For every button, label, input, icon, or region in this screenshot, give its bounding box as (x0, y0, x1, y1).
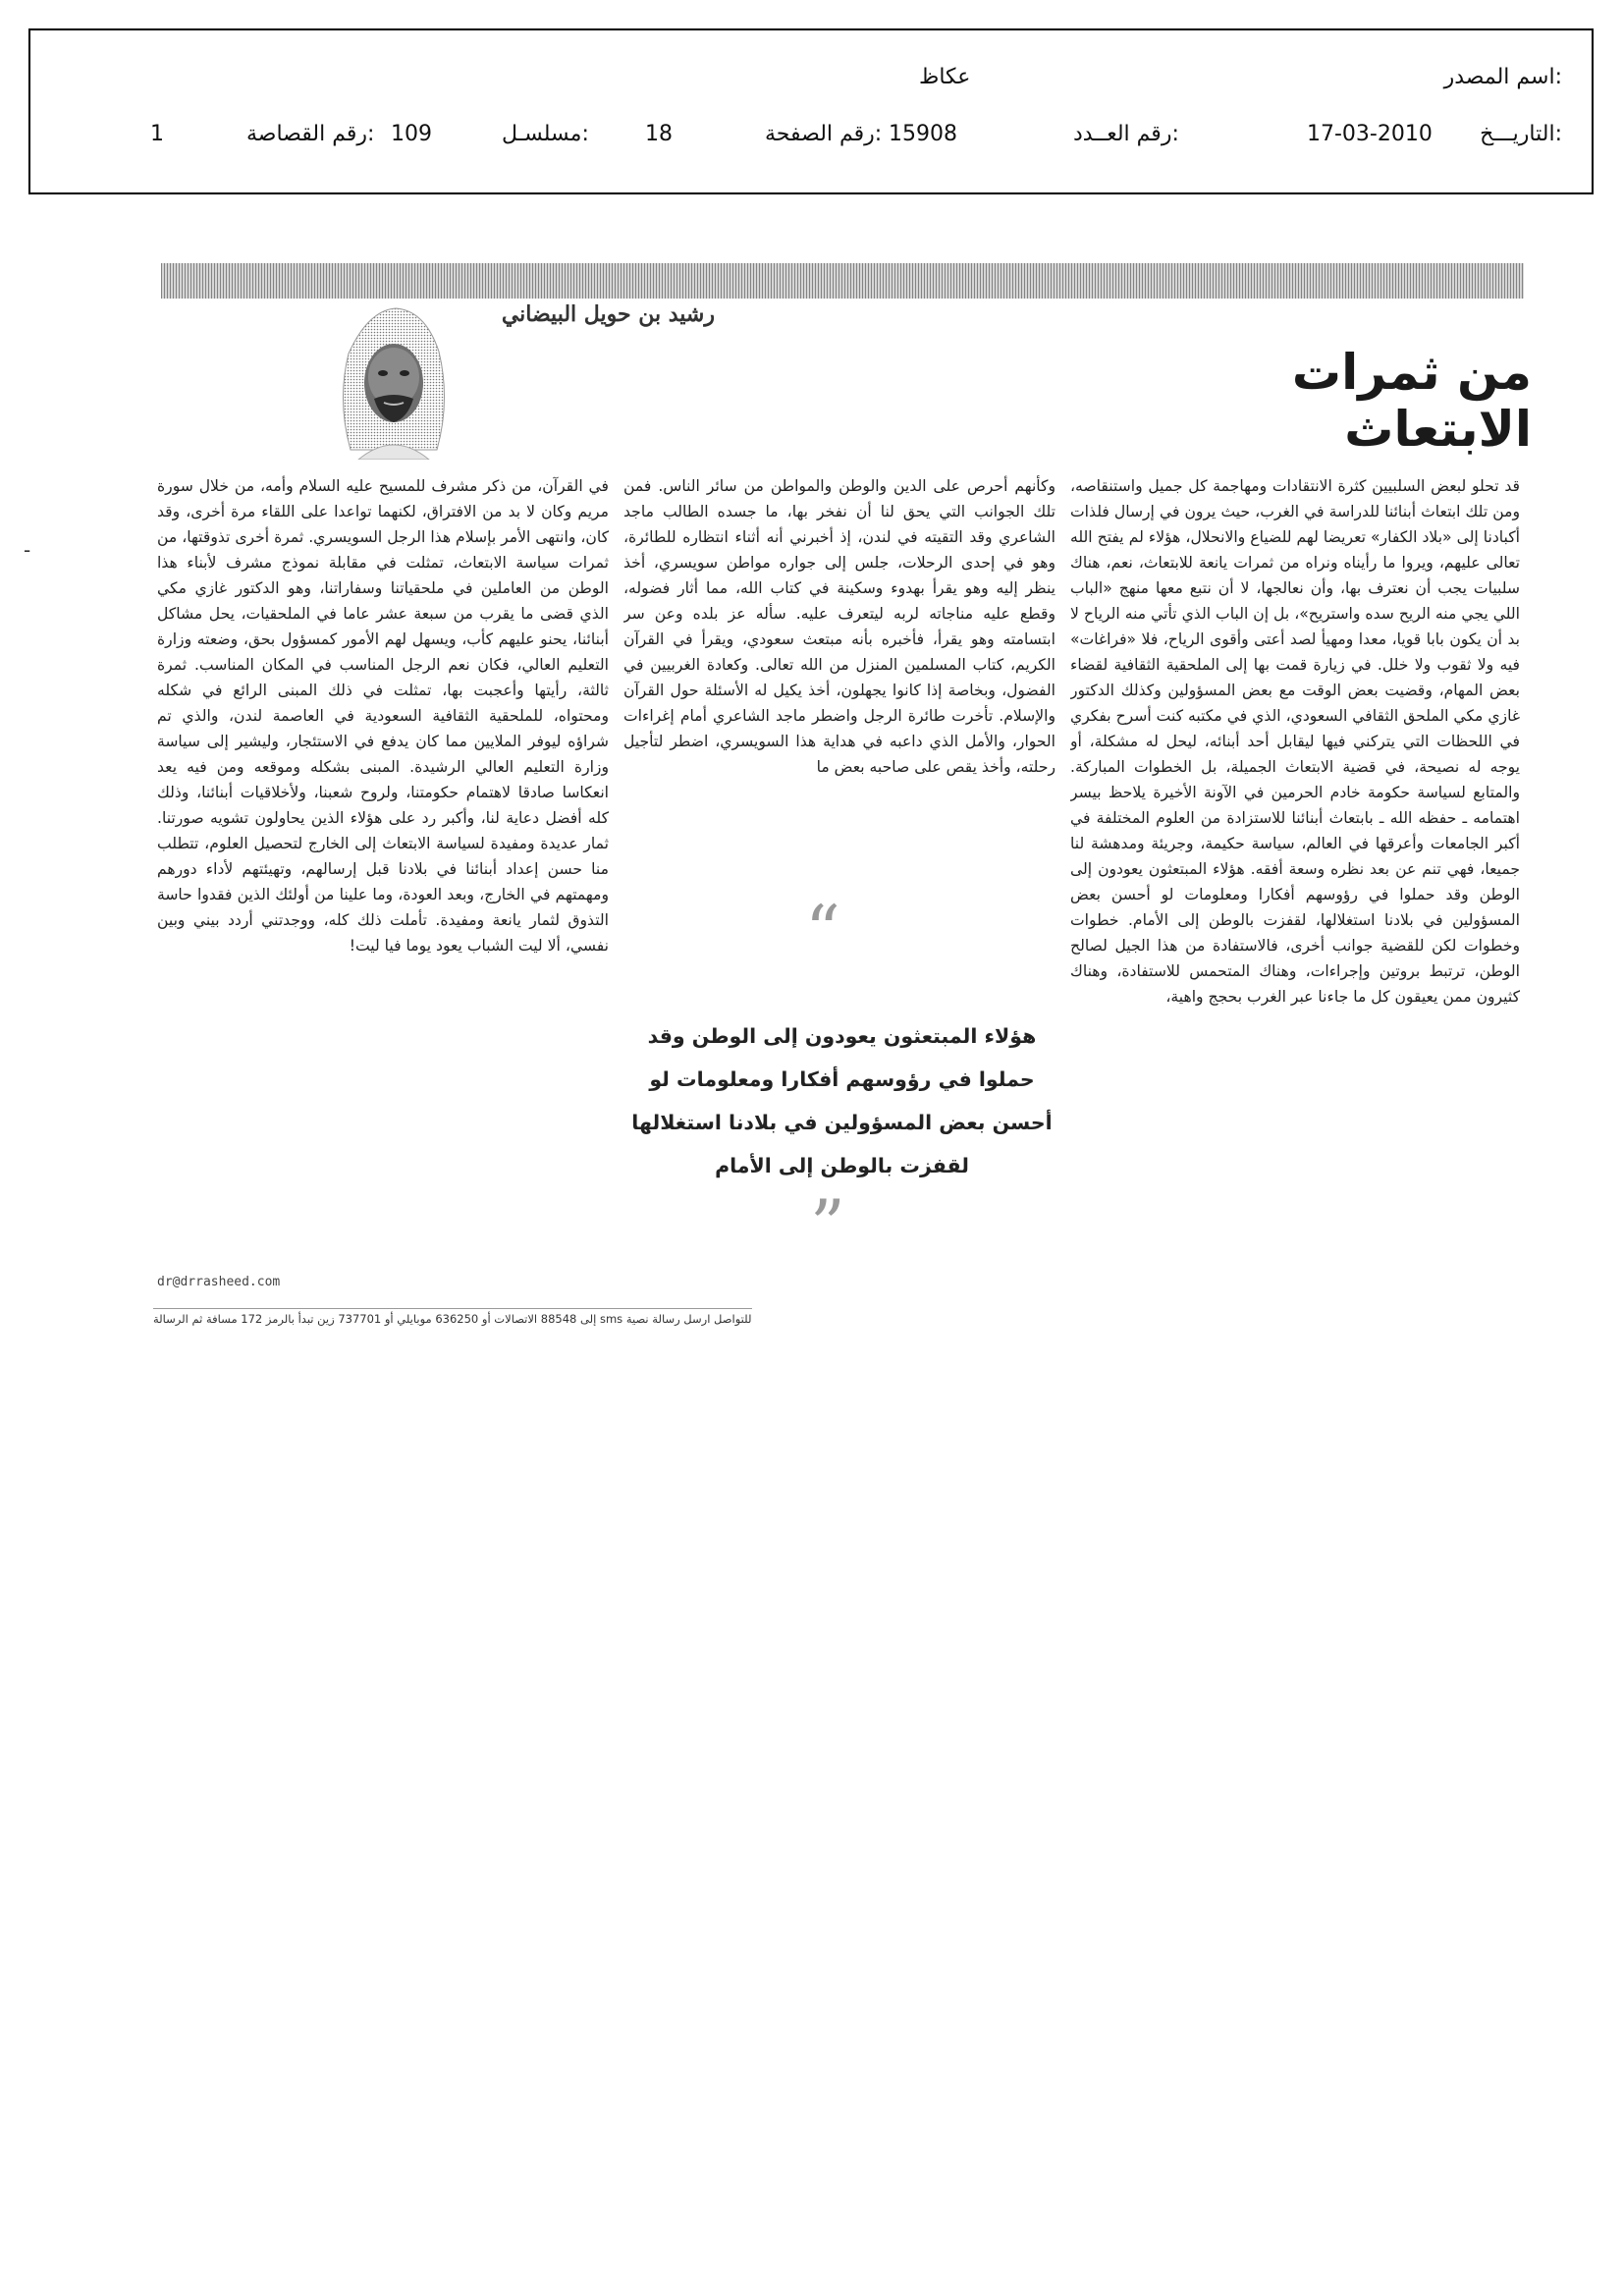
pull-quote: هؤلاء المبتعثون يعودون إلى الوطن وقد حملوا في رؤوسهم أفكارا ومعلومات لو أحسن بعض المسؤولين في بلادنا استغلالها لقفزت بالوطن إلى الأمام (631, 1024, 1053, 1177)
author-portrait (329, 293, 457, 460)
article-column-left (157, 473, 609, 1259)
quote-open-mark: “ (805, 891, 840, 971)
page-value: 18 (645, 122, 673, 146)
page-label: رقم الصفحة: (765, 122, 883, 146)
article-clipping (153, 263, 1532, 1326)
issue-value: 15908 (889, 122, 957, 146)
contact-footer: للتواصل ارسل رسالة نصية sms إلى 88548 الاتصالات أو 636250 موبايلي أو 737701 زين تبدأ بالرمز 172 مسافة ثم الرسالة (153, 1308, 752, 1326)
clipping-header (28, 28, 1594, 194)
clip-value: 1 (150, 122, 164, 146)
date-value: 17-03-2010 (1307, 122, 1433, 146)
date-label: التاريـــخ: (1480, 122, 1562, 146)
column-left-text: في القرآن، من ذكر مشرف للمسيح عليه السلام وأمه، من خلال سورة مريم وكان لا بد من الافتراق، لكنهما تواعدا على اللقاء مرة أخرى، وقد كان، وانتهى الأمر بإسلام هذا الرجل السويسري. ثمرة أخرى تذوقتها، من ثمرات سياسة الابتعاث، تمثلت في مقابلة نموذج مشرف لأبناء هذا الوطن من العاملين في ملحقياتنا وسفاراتنا، وهو الدكتور غازي مكي الذي قضى ما يقرب من سبعة عشر عاما في الملحقيات، يحل مشاكل أبنائنا، يحنو عليهم كأب، ويسهل لهم الأمور كمسؤول بحق، وضعته وزارة التعليم العالي، فكان نعم الرجل المناسب في المكان المناسب. ثمرة ثالثة، رأيتها وأعجبت بها، تمثلت في ذلك المبنى الرائع في شكله ومحتواه، للملحقية الثقافية السعودية في العاصمة لندن، والذي تم شراؤه ليوفر الملايين مما كان يدفع في الاستئجار، وليشير إلى سياسة وزارة التعليم العالي الرشيدة. المبنى بشكله وموقعه ومن فيه يعد انعكاسا صادقا لاهتمام حكومتنا، ولروح شعبنا، ولأخلاقيات أبنائنا، وذلك كله أفضل دعاية لنا، وأكبر رد على هؤلاء الذين يحاولون تشويه صورتنا. ثمار عديدة ومفيدة لسياسة الابتعاث إلى الخارج لتحصيل العلوم، تتطلب منا حسن إعداد أبنائنا في بلادنا قبل إرسالهم، وتهيئتهم لأداء دورهم ومهمتهم في الخارج، وبعد العودة، وما علينا من أولئك الذين فقدوا حاسة التذوق لثمار يانعة ومفيدة. تأملت ذلك كله، ووجدتني أردد بيني وبين نفسي، ألا ليت الشباب يعود يوما فيا ليت! (157, 477, 609, 955)
clip-label: رقم القصاصة: (246, 122, 375, 146)
article-column-middle (623, 473, 1055, 833)
author-email: dr@drrasheed.com (157, 1275, 281, 1289)
author-byline: رشيد بن حويل البيضاني (501, 301, 715, 327)
article-column-right (1070, 473, 1520, 1220)
quote-close-mark: ” (810, 1185, 845, 1266)
serial-value: 109 (391, 122, 432, 146)
column-middle-text: وكأنهم أحرص على الدين والوطن والمواطن من سائر الناس. فمن تلك الجوانب التي يحق لنا أن نفخر بها، ما جسده الطالب ماجد الشاعري وقد التقيته في لندن، إذ أخبرني أنه أثناء انتظاره للطائرة، وهو في إحدى الرحلات، جلس إلى جواره مواطن سويسري، أخذ ينظر إليه وهو يقرأ بهدوء وسكينة في كتاب الله، مما أثار فضوله، وقطع عليه مناجاته لربه ليتعرف عليه. سأله عز بلده وعن سر ابتسامته وهو يقرأ، فأخبره بأنه مبتعث سعودي، ويقرأ في القرآن الكريم، كتاب المسلمين المنزل من الله تعالى. وكعادة الغربيين في الفضول، وبخاصة إذا كانوا يجهلون، أخذ يكيل له الأسئلة حول القرآن والإسلام. تأخرت طائرة الرجل واضطر ماجد الشاعري أمام إغراءات الحوار، والأمل الذي داعبه في هداية هذا السويسري، اضطر لتأجيل رحلته، وأخذ يقص على صاحبه بعض ما (623, 477, 1055, 776)
article-title: من ثمرات الابتعاث (1291, 344, 1532, 458)
source-value: عكاظ (919, 65, 971, 89)
issue-label: رقم العــدد: (1073, 122, 1179, 146)
serial-label: مسلسـل: (502, 122, 589, 146)
column-right-text: قد تحلو لبعض السلبيين كثرة الانتقادات ومهاجمة كل جميل واستنقاصه، ومن تلك ابتعاث أبنائنا للدراسة في الغرب، حيث يرون في إرسال فلذات أكبادنا إلى «بلاد الكفار» تعريضا لهم للضياع والانحلال، هؤلاء لم يفتح الله تعالى عليهم، ويروا ما رأيناه ونراه من ثمرات يانعة للابتعاث، نعم، هناك سلبيات يجب أن نعترف بها، وأن نعالجها، لا أن نتبع معها منهج «الباب اللي يجي منه الريح سده واستريح»، بل إن الباب الذي تأتي منه الرياح لا بد أن يكون بابا قويا، معدا ومهيأ لصد أعتى وأقوى الرياح، فلا «فراغات» فيه ولا ثقوب ولا خلل. في زيارة قمت بها إلى الملحقية الثقافية لقضاء بعض المهام، وقضيت بعض الوقت مع بعض المسؤولين وكذلك الدكتور غازي مكي الملحق الثقافي السعودي، الذي في مكتبه كنت أسرح بفكري في اللحظات التي يتركني فيها ليقابل أحد أبنائه، ليحل له مشكلة، أو يوجه له نصيحة، في قضية الابتعاث الجميلة، بل الخطوات المباركة. والمتابع لسياسة حكومة خادم الحرمين في الآونة الأخيرة يلاحظ بيسر اهتمامه ـ حفظه الله ـ بابتعاث أبنائنا للاستزادة من العلوم المختلفة في أكبر الجامعات وأعرقها في العالم، سياسة حكيمة، وجريئة ومدهشة لنا جميعا، فهي تنم عن بعد نظره وسعة أفقه. هؤلاء المبتعثون يعودون إلى الوطن وقد حملوا في رؤوسهم أفكارا ومعلومات لو أحسن بعض المسؤولين في بلادنا استغلالها، لقفزت بالوطن إلى الأمام. خطوات وخطوات لكن للقضية جوانب أخرى، فالاستفادة من هذا الجيل لصالح الوطن، ترتبط بروتين وإجراءات، وهناك المتحمس للاستفادة، وهناك كثيرون ممن يعيقون كل ما جاءنا عبر الغرب بحجج واهية، (1070, 477, 1520, 1006)
source-label: اسم المصدر: (1443, 65, 1562, 89)
margin-mark: - (24, 538, 31, 562)
